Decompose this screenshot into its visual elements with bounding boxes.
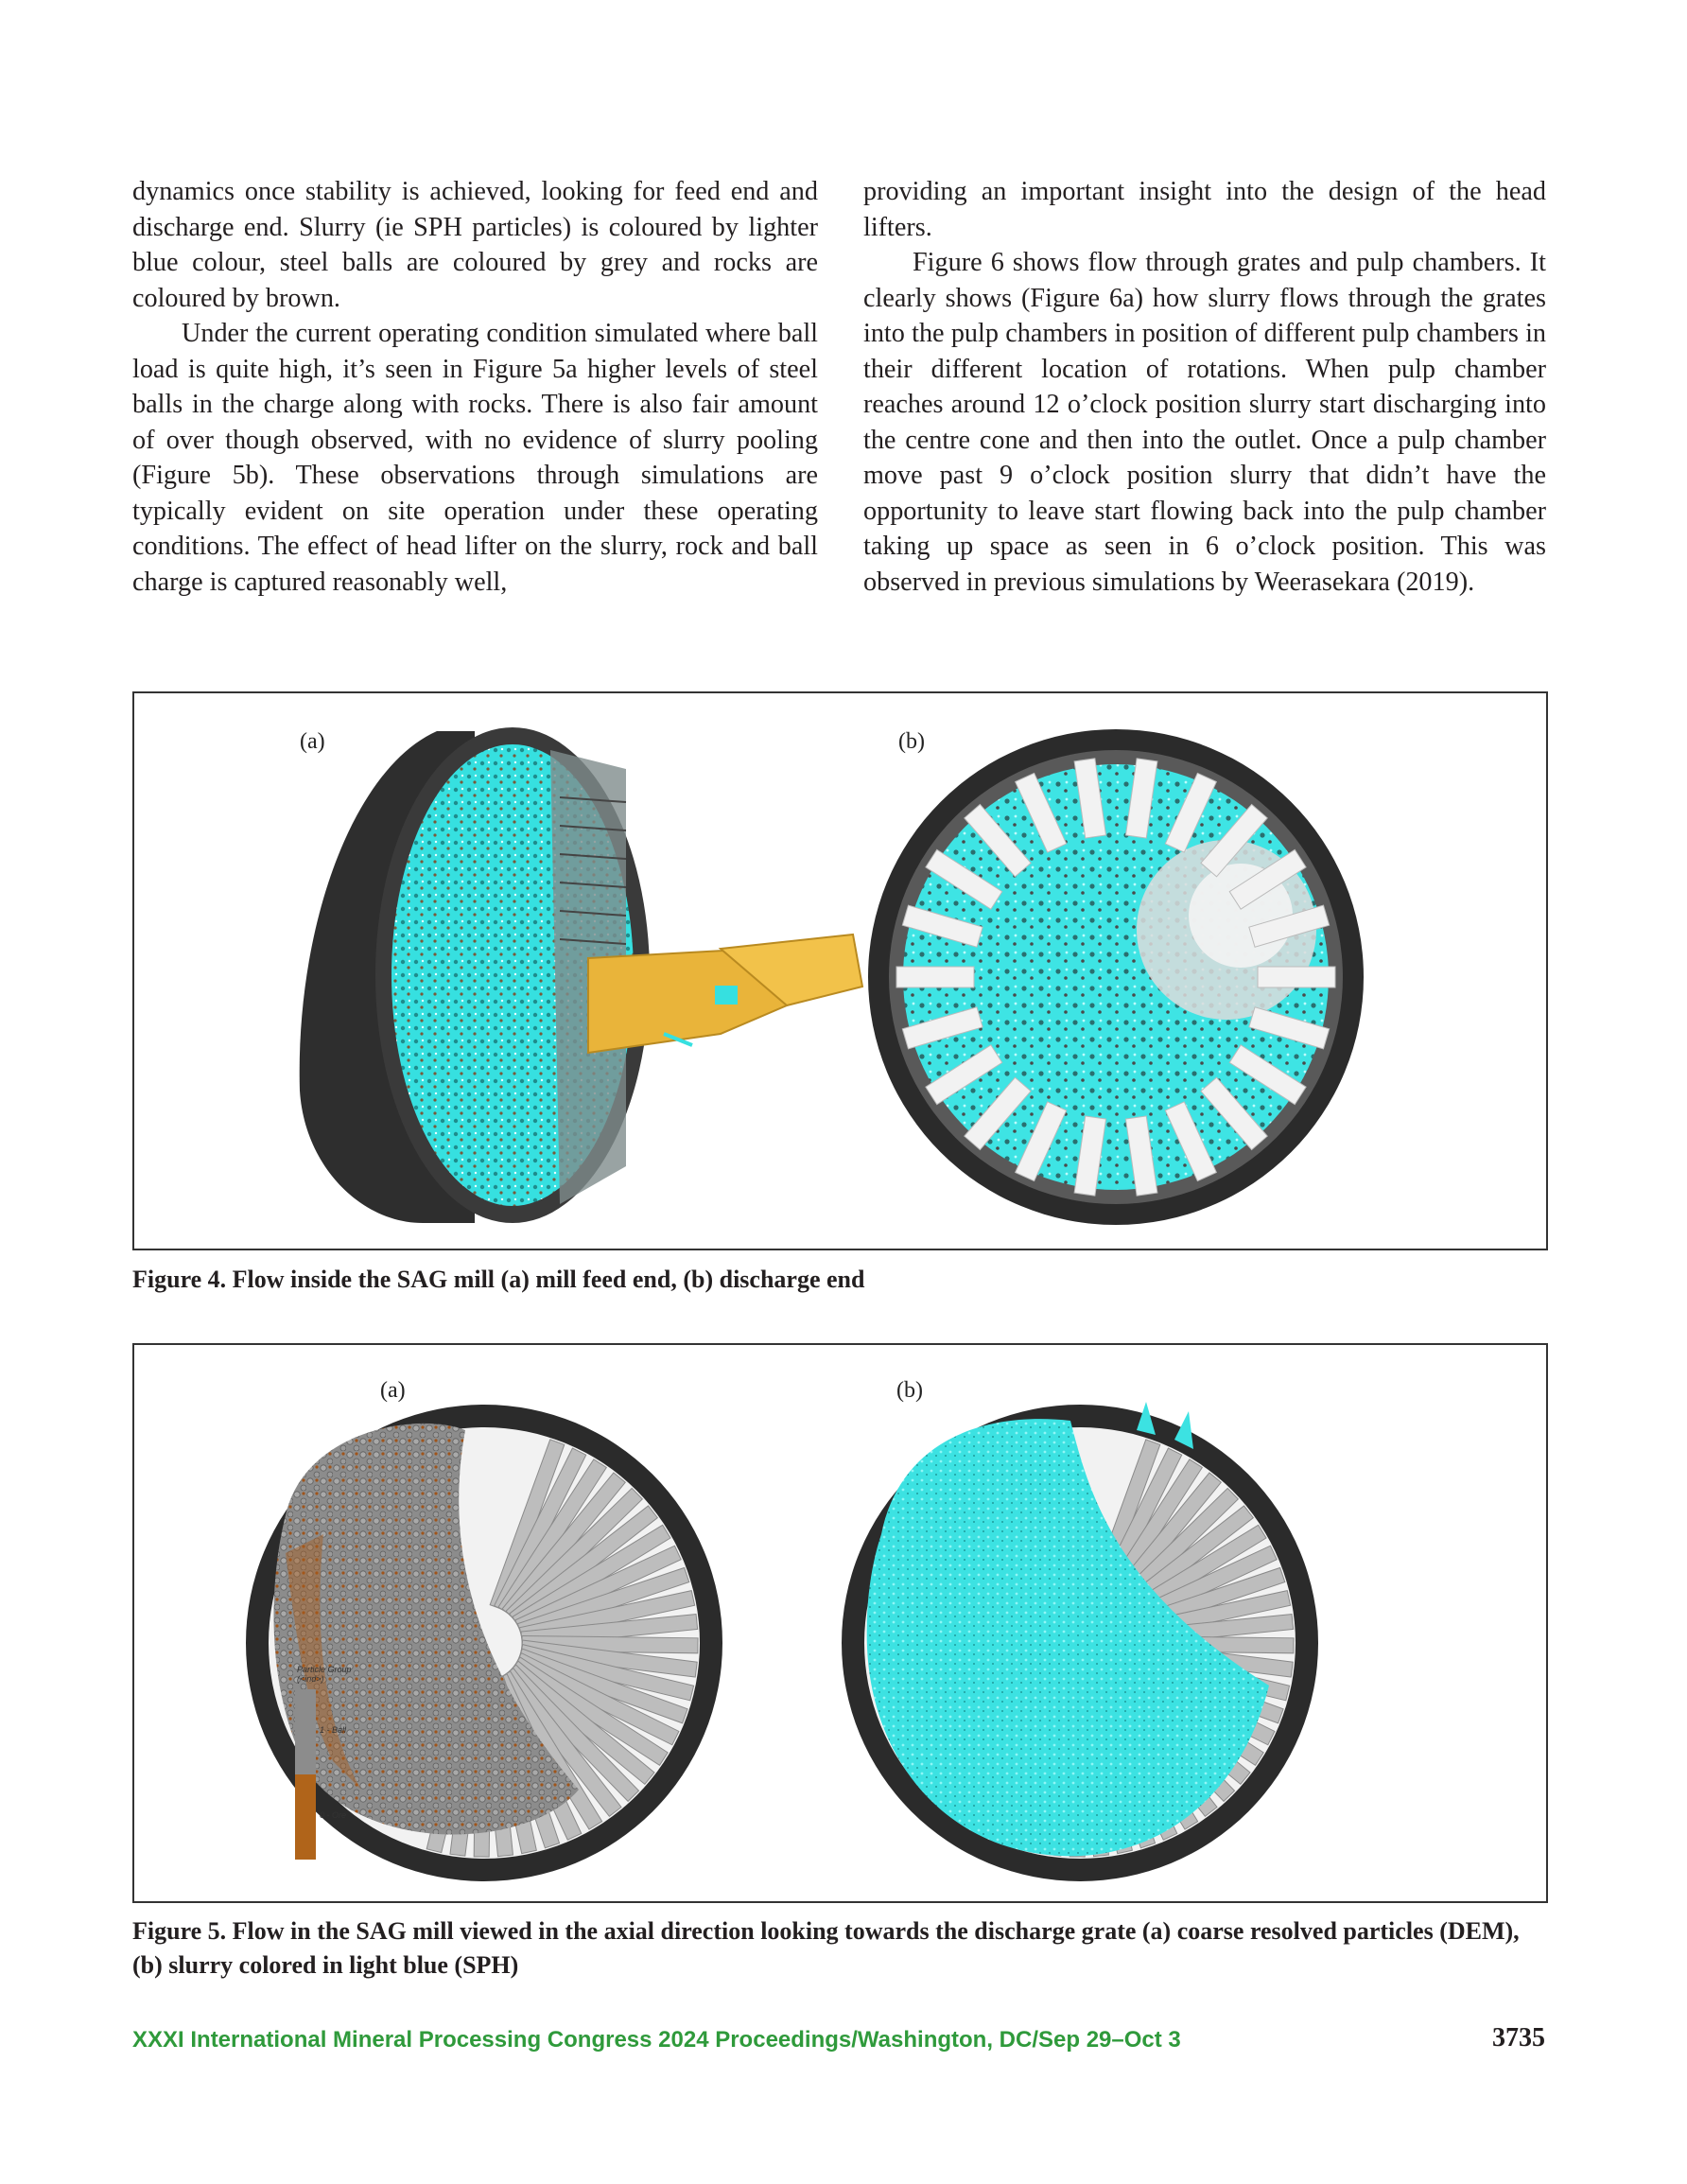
footer-conference: XXXI International Mineral Processing Congress 2024 Proceedings/Washington, DC/Sep 29–Oct 3 [132,2027,1181,2053]
figure-4-image [134,693,1546,1249]
legend-ball-label: 1 - Ball [320,1725,347,1735]
figure-5-label-b: (b) [896,1378,923,1403]
figure-4 [132,691,1548,1250]
figure-4a-feed-end [300,727,862,1223]
figure-5a-dem-view [246,1405,722,1881]
left-column [132,174,818,600]
left-paragraph-1: dynamics once stability is achieved, looking for feed end and discharge end. Slurry (ie SPH particles) is coloured by lighter blue colour, steel balls are coloured by grey and rocks are coloured by brown. [132,177,818,313]
figure-4-label-b: (b) [898,729,925,754]
legend-title: Particle Group [297,1665,352,1674]
figure-4b-discharge-end [868,729,1364,1225]
page-number: 3735 [1492,2023,1545,2053]
figure-5-label-a: (a) [380,1378,406,1403]
legend-ball-swatch [295,1689,316,1774]
legend-ore-swatch [295,1774,316,1860]
figure-4-label-a: (a) [300,729,325,754]
radial-bar [896,967,974,987]
right-paragraph-2: Figure 6 shows flow through grates and pulp chambers. It clearly shows (Figure 6a) how slurry flows through the grates into the pulp chambers in position of different pulp chambers in their different location of rotations. When pulp chamber reaches around 12 o’clock position slurry start discharging into the centre cone and then into the outlet. Once a pulp chamber move past 9 o’clock position slurry that didn’t have the opportunity to leave start flowing back into the pulp chamber taking up space as seen in 6 o’clock position. This was observed in previous simulations by Weerasekara (2019). [863,248,1546,597]
figure-5-image [134,1345,1546,1901]
figure-5-caption: Figure 5. Flow in the SAG mill viewed in the axial direction looking towards the discharge grate (a) coarse resolved particles (DEM), (b) slurry colored in light blue (SPH) [132,1917,1520,1979]
left-paragraph-2: Under the current operating condition simulated where ball load is quite high, it’s seen in Figure 5a higher levels of steel balls in the charge along with rocks. There is also fair amount of over though observed, with no evidence of slurry pooling (Figure 5b). These observations through simulations are typically evident on site operation under these operating conditions. The effect of head lifter on the slurry, rock and ball charge is captured reasonably well, [132,319,818,597]
legend-ore-label: 0 - Ore [320,1810,347,1820]
radial-bar [1258,967,1335,987]
figure-4-caption: Figure 4. Flow inside the SAG mill (a) mill feed end, (b) discharge end [132,1266,865,1293]
right-paragraph-1: providing an important insight into the design of the head lifters. [863,177,1546,242]
legend-subtitle: (<ind>) [297,1674,324,1684]
figure-5b-sph-view [842,1402,1318,1881]
figure-5 [132,1343,1548,1903]
right-column [863,174,1546,600]
